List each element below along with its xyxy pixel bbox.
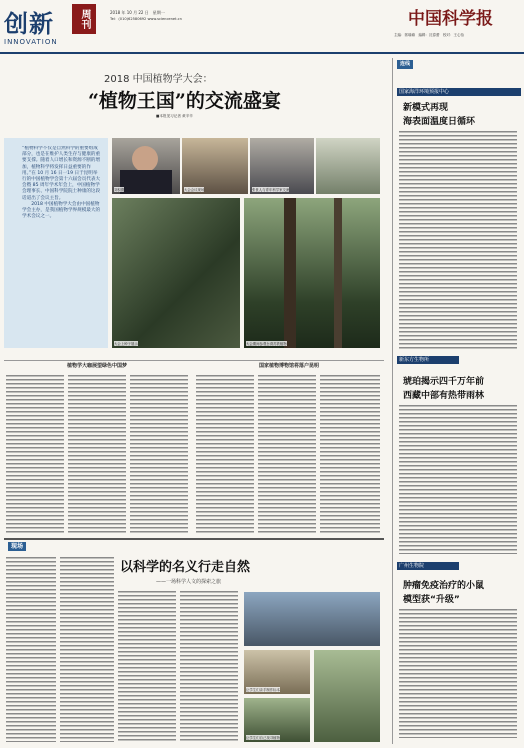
masthead-rule [0,52,524,54]
sidebar-text-2 [399,404,517,554]
bottom-photo-field [314,650,380,742]
sidebar-text-3 [399,608,517,738]
photo-conference [182,138,248,194]
sidebar-headline-1b: 海表面温度日循环 [403,117,476,127]
editors-line: 主编：郭瑜瑜 编辑：沈春蕾 校对：王心怡 [394,33,464,37]
photo-caption: 大会会议现场 [184,188,205,192]
sidebar-label-3: 广州生物院 [397,562,459,570]
sidebar-tag-connect: 连线 [397,60,413,69]
photo-plants [316,138,380,194]
pull-quote-text: “植物科学不仅是自然科学的重要组成部分，也是在维护人类生存与健康的重要支撑。随着人口增长和资源不断的增加，植物科学将发挥日益重要的作用。”在 10 月 16 日一19 日于昆明举行的中国植物学会第十六届会员代表大会暨 85 周年学术年会上，中国植物学会理事长、中国科学院院士种康的这段话道出了会议主旨。 2018 中国植物学大会由中国植物学会主办，是我国植物学界规模最大的学术会议之一。 [22,146,101,220]
bottom-photo-specimen [244,650,310,694]
article-text-col5 [258,374,316,534]
photo-caption: 让学生们自己找寻植物 [246,736,280,740]
article-text-col3 [130,374,188,534]
photo-caption: 张世人与青年科学家交流 [252,188,290,192]
sidebar-text-1 [399,130,517,350]
feature-kicker: 2018 中国植物学大会： [104,74,213,85]
sidebar-label-2: 新东方生物所 [397,356,459,364]
sidebar-headline-3b: 模型获“升级” [403,595,460,605]
bottom-photo-group [244,592,380,646]
article-text-col4 [196,374,254,534]
bottom-text-col4 [180,590,238,742]
feature-article [4,58,384,358]
sidebar-headline-1a: 新模式再现 [403,103,449,113]
masthead [0,0,524,56]
photo-caption: 大会上种子展示 [114,342,138,346]
section-title: 创新 [4,10,54,38]
tel-line: Tel：(010)62580692 www.sciencenet.cn [110,17,182,21]
bottom-photo-plants [244,698,310,742]
date-line: 2018 年 10 月 22 日 星期一 [110,10,165,15]
bottom-subhead: ——一场科学人文的探索之旅 [156,579,222,585]
bottom-text-col3 [118,590,176,742]
section-en: INNOVATION [4,38,58,46]
section-rule [4,360,384,361]
photo-forest [244,198,380,348]
bottom-headline: 以科学的名义行走自然 [120,560,251,575]
left-section-header: 植物学大咖展望绿色中国梦 [66,363,127,369]
section-tag: 周刊 [72,4,96,34]
sidebar [392,58,521,744]
right-section-header: 国家植物博物馆将落户昆明 [258,363,319,369]
pull-quote [4,138,108,348]
paper-name: 中国科学报 [408,9,493,29]
article-text-col6 [320,374,380,534]
bottom-rule [4,538,384,540]
feature-headline: “植物王国”的交流盛宴 [88,90,281,112]
article-text-col2 [68,374,126,534]
photo-cycads [112,198,240,348]
sidebar-headline-2a: 琥珀揭示四千万年前 [403,377,485,387]
photo-caption: 刘积德 [114,188,125,192]
article-text-col1 [6,374,64,534]
photo-exchange [250,138,314,194]
photo-caption: 大会期间参观台湾苏铁植物 [246,342,287,346]
photo-portrait [112,138,180,194]
sidebar-headline-3a: 肿瘤免疫治疗的小鼠 [403,581,485,591]
sidebar-headline-2b: 西藏中部有热带雨林 [403,391,485,401]
scene-tag: 现场 [8,542,26,551]
sidebar-label-1: 国家海洋环境预报中心 [397,88,521,96]
bottom-text-col2 [60,556,114,742]
feature-byline: ■本报见习记者 黄辛辛 [156,114,193,118]
photo-caption: 让学生们亲手制作标本 [246,688,280,692]
bottom-text-col1 [6,556,56,742]
